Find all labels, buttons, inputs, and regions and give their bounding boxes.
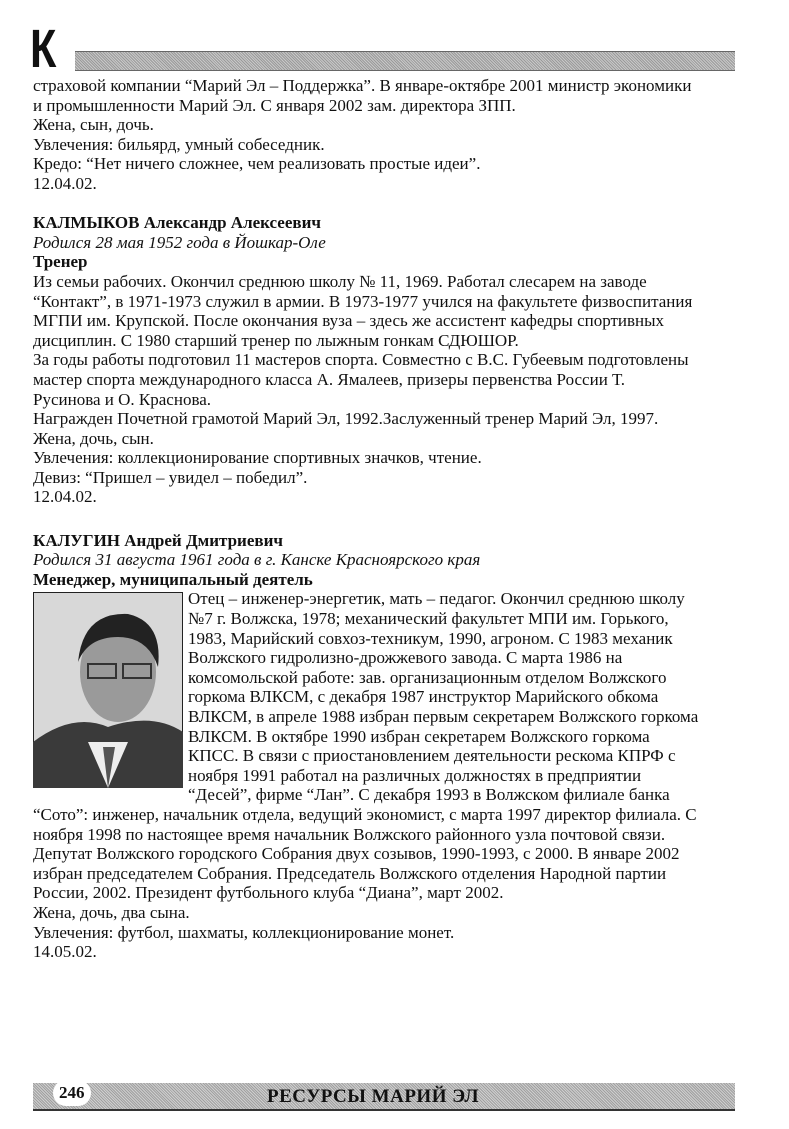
text-line: Отец – инженер-энергетик, мать – педагог. Окончил среднюю школу — [188, 589, 685, 609]
text-line: 1983, Марийский совхоз-техникум, 1990, агроном. С 1983 механик — [188, 628, 673, 648]
text-line: страховой компании “Марий Эл – Поддержка”. В январе-октябре 2001 министр экономики — [33, 76, 692, 95]
page-number: 246 — [53, 1080, 91, 1106]
text-line: горкома ВЛКСМ, с декабря 1987 инструктор Марийского обкома — [188, 687, 659, 707]
text-line: 12.04.02. — [33, 487, 97, 507]
text-line: Увлечения: коллекционирование спортивных значков, чтение. — [33, 448, 482, 468]
text-line: 14.05.02. — [33, 942, 97, 962]
text-line: мастер спорта международного класса А. Ямалеев, призеры первенства России Т. — [33, 369, 625, 389]
text-line: №7 г. Волжска, 1978; механический факультет МПИ им. Горького, — [188, 609, 669, 629]
text-line: ВЛКСМ. В октябре 1990 избран секретарем Волжского горкома — [188, 726, 650, 746]
intro-continuation — [33, 76, 763, 194]
text-line: Волжского гидролизно-дрожжевого завода. С марта 1986 на — [188, 648, 623, 668]
text-line: Жена, дочь, два сына. — [33, 902, 190, 922]
text-line: “Сото”: инженер, начальник отдела, ведущий экономист, с марта 1997 директор филиала. С — [33, 804, 697, 824]
person-name: КАЛУГИН Андрей Дмитриевич — [33, 530, 283, 550]
text-line: Кредо: “Нет ничего сложнее, чем реализовать простые идеи”. — [33, 154, 481, 174]
text-line: Увлечения: футбол, шахматы, коллекционирование монет. — [33, 922, 455, 942]
person-name: КАЛМЫКОВ Александр Алексеевич — [33, 213, 321, 233]
text-line: ВЛКСМ, в апреле 1988 избран первым секретарем Волжского горкома — [188, 707, 699, 726]
text-line: Увлечения: бильярд, умный собеседник. — [33, 134, 325, 154]
biography-kalmykov — [33, 213, 763, 507]
text-line: Депутат Волжского городского Собрания двух созывов, 1990-1993, с 2000. В январе 2002 — [33, 844, 680, 864]
birth-info: Родился 31 августа 1961 года в г. Канске Красноярского края — [33, 550, 481, 570]
birth-info: Родился 28 мая 1952 года в Йошкар-Оле — [33, 232, 326, 252]
page-footer — [33, 1083, 735, 1111]
biography-kalugin — [33, 531, 763, 962]
text-line: Из семьи рабочих. Окончил среднюю школу № 11, 1969. Работал слесарем на заводе — [33, 271, 647, 291]
text-line: ноября 1991 работал на различных должностях в предприятии — [188, 765, 642, 785]
text-line: Девиз: “Пришел – увидел – победил”. — [33, 467, 308, 487]
header-bar — [75, 51, 735, 71]
text-line: КПСС. В связи с приостановлением деятельности рескома КПРФ с — [188, 746, 676, 766]
person-role: Тренер — [33, 252, 88, 272]
text-line: Награжден Почетной грамотой Марий Эл, 1992.Заслуженный тренер Марий Эл, 1997. — [33, 409, 659, 429]
text-line: Русинова и О. Краснова. — [33, 389, 212, 409]
text-line: дисциплин. С 1980 старший тренер по лыжным гонкам СДЮШОР. — [33, 330, 519, 350]
person-role: Менеджер, муниципальный деятель — [33, 569, 313, 589]
text-line: “Десей”, фирме “Лан”. С декабря 1993 в Волжском филиале банка — [188, 785, 670, 805]
page-content — [33, 76, 763, 962]
text-line: ноября 1998 по настоящее время начальник Волжского районного узла почтовой связи. — [33, 824, 666, 844]
text-line: МГПИ им. Крупской. После окончания вуза – здесь же ассистент кафедры спортивных — [33, 311, 665, 331]
text-line: “Контакт”, в 1971-1973 служил в армии. В 1973-1977 учился на факультете физвоспитания — [33, 291, 693, 311]
text-line: Жена, сын, дочь. — [33, 115, 154, 135]
text-line: избран председателем Собрания. Председатель Волжского отделения Народной партии — [33, 863, 667, 883]
text-line: России, 2002. Президент футбольного клуба “Диана”, март 2002. — [33, 883, 504, 903]
portrait-photo — [33, 592, 183, 788]
text-line: За годы работы подготовил 11 мастеров спорта. Совместно с В.С. Губеевым подготовлены — [33, 350, 689, 370]
section-letter: К — [30, 19, 57, 79]
text-line: 12.04.02. — [33, 173, 97, 193]
text-line: Жена, дочь, сын. — [33, 428, 154, 448]
text-line: комсомольской работе: зав. организационным отделом Волжского — [188, 667, 667, 687]
text-line: и промышленности Марий Эл. С января 2002 зам. директора ЗПП. — [33, 95, 516, 115]
footer-title: РЕСУРСЫ МАРИЙ ЭЛ — [267, 1086, 480, 1107]
